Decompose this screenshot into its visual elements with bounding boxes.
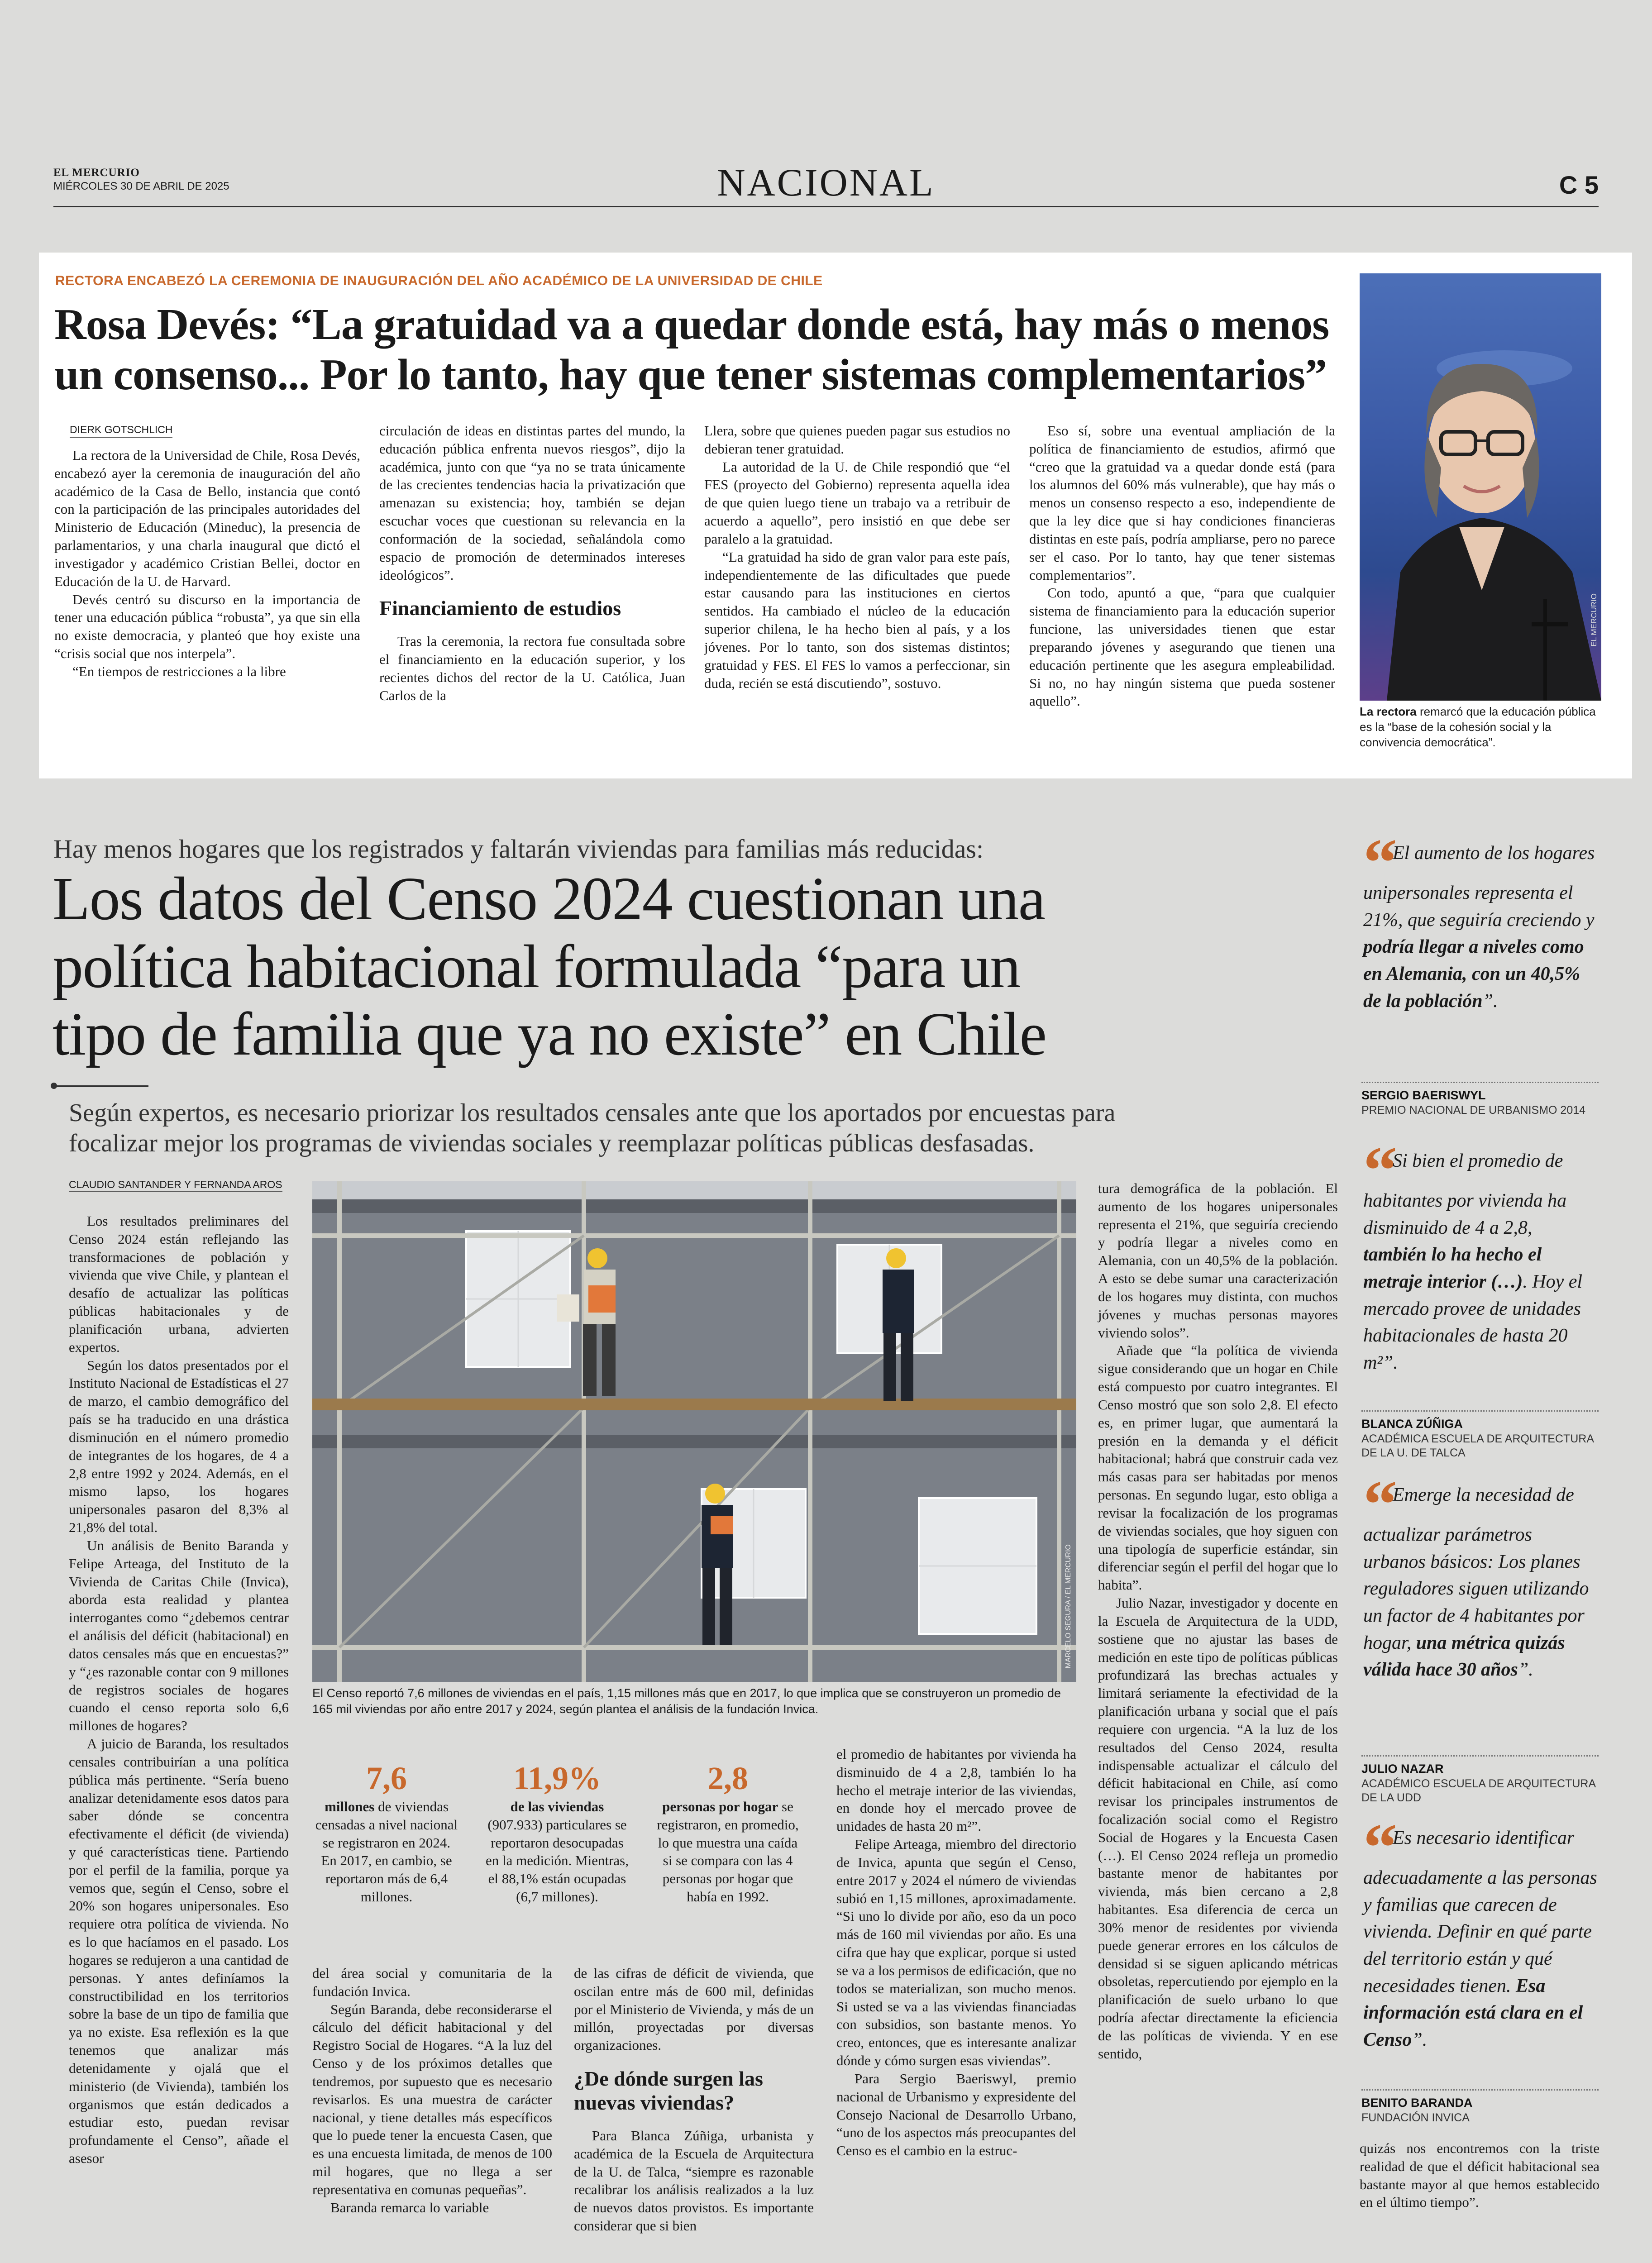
- stat-people-per-home: [655, 1759, 800, 1905]
- quote-role: ACADÉMICO ESCUELA DE ARQUITECTURA DE LA UDD: [1361, 1777, 1595, 1804]
- stat-label: de las viviendas: [510, 1799, 604, 1815]
- pull-quote-baeriswyl: [1363, 825, 1599, 1015]
- quote-end: . Hoy el mercado provee de unidades habitacionales de hasta 20 m²”.: [1363, 1271, 1583, 1373]
- quote-role: FUNDACIÓN INVICA: [1361, 2111, 1470, 2124]
- quote-name: SERGIO BAERISWYL: [1361, 1089, 1486, 1102]
- article1-column-2: [379, 422, 685, 705]
- quote-divider: [1361, 1410, 1599, 1412]
- photo-credit: EL MERCURIO: [1590, 593, 1598, 646]
- quote-divider: [1361, 1755, 1599, 1757]
- headline-bullet: [51, 1083, 57, 1089]
- photo-caption: El Censo reportó 7,6 millones de viviendas en el país, 1,15 millones más que en 2017, lo que implica que se construyeron un promedio de 165 mil viviendas por año entre 2017 y 2024, según plantea el análisis de la fundación Invica.: [312, 1686, 1061, 1716]
- quote-bold: también lo ha hecho el metraje interior (…): [1363, 1244, 1542, 1292]
- quote-end: ”.: [1412, 2029, 1428, 2050]
- paragraph: Para Blanca Zúñiga, urbanista y académica de la Escuela de Arquitectura de la U. de Talca, “siempre es razonable recalibrar los análisis realizados a la luz de nuevos datos provistos. Es importante considerar que si bien: [574, 2127, 814, 2234]
- quote-mark-icon: “: [1363, 1810, 1391, 1885]
- paragraph: Según Baranda, debe reconsiderarse el cálculo del déficit habitacional y del Registro Social de Hogares. “A la luz del Censo y de los próximos detalles que tendremos, por supuesto que es necesario revisarlos. Es una muestra de carácter nacional, y tiene detalles más específicos que lo puede tener la encuesta Casen, que es una encuesta limitada, de menos de 100 mil hogares, que no llega a ser representativa en comunas pequeñas”.: [312, 2001, 552, 2197]
- paragraph: de las cifras de déficit de vivienda, que oscilan entre más de 600 mil, definidas por el Ministerio de Vivienda, y más de un millón, proyectadas por diversas organizaciones.: [574, 1965, 814, 2053]
- paragraph: del área social y comunitaria de la fundación Invica.: [312, 1965, 552, 1999]
- stat-homes: [314, 1759, 459, 1905]
- paragraph: Con todo, apuntó a que, “para que cualquier sistema de financiamiento para la educación superior funcione, las universidades tienen que estar preparando jóvenes y asegurando que tienen una educación pertinente que les asegura empleabilidad. Si no, no hay ningún sistema que pueda sostener aquello”.: [1029, 585, 1335, 709]
- headline-line-1: Los datos del Censo 2024 cuestionan una: [53, 865, 1045, 933]
- quote-attribution: [1361, 1417, 1599, 1460]
- section-name: NACIONAL: [717, 161, 935, 204]
- paragraph: circulación de ideas en distintas partes del mundo, la educación pública enfrenta nuevos riesgos”, dijo la académica, junto con que “ya no se trata únicamente de las crecientes tendencias hacia la privatización que amenazan su existencia; hoy, también se dejan escuchar voces que cuestionan su relevancia en la conformación de la sociedad, señalándola como espacio de promoción de determinados intereses ideológicos”.: [379, 423, 685, 583]
- quote-name: BENITO BARANDA: [1361, 2096, 1473, 2110]
- paragraph: Baranda remarca lo variable: [330, 2199, 489, 2215]
- paragraph: A juicio de Baranda, los resultados censales contribuirían a una política pública más pertinente. “Sería bueno analizar detenidamente esos datos para saber dónde se concentra efectivamente el déficit (de vivienda) y qué características tiene. Partiendo por el perfil de la familia, porque ya vemos que, según el Censo, sobre el 20% son hogares unipersonales. Eso requiere otra política de vivienda. No es lo que hacíamos en el pasado. Los hogares se redujeron a una cantidad de personas. Y antes definíamos la constructibilidad en los territorios sobre la base de un tipo de familia que ya no existe. Esa reflexión es la que tenemos que analizar más detenidamente y ojalá que el ministerio (de Vivienda), también los organismos que están dedicados a estudiar esto, puedan revisar profundamente el Censo”, añade el asesor: [69, 1736, 289, 2167]
- article1-byline: DIERK GOTSCHLICH: [70, 424, 172, 438]
- article2-column-5: [1098, 1179, 1338, 2063]
- article2-column-6: [1360, 2139, 1599, 2211]
- subheading: Financiamiento de estudios: [379, 597, 621, 620]
- rector-portrait-photo: [1360, 273, 1601, 701]
- quote-text: Si bien el promedio de habitantes por vivienda ha disminuido de 4 a 2,8,: [1363, 1151, 1567, 1238]
- quote-text: Emerge la necesidad de actualizar parámetros urbanos básicos: Los planes reguladores siguen utilizando un factor de 4 habitantes por hogar,: [1363, 1485, 1589, 1653]
- stat-label: personas por hogar: [662, 1799, 778, 1815]
- paragraph: Un análisis de Benito Baranda y Felipe Arteaga, del Instituto de la Vivienda de Caritas Chile (Invica), aborda esta realidad y plantea interrogantes como “¿debemos centrar el análisis del déficit (habitacional) en datos censales más que en encuestas?” y “¿es razonable contar con 9 millones de registros sociales de hogares cuando el censo reporta solo 6,6 millones de hogares?: [69, 1537, 289, 1734]
- page-number: C 5: [1559, 171, 1599, 199]
- quote-role: PREMIO NACIONAL DE URBANISMO 2014: [1361, 1103, 1586, 1117]
- quote-end: ”.: [1518, 1659, 1533, 1681]
- construction-photo: [312, 1181, 1076, 1682]
- quote-name: BLANCA ZÚÑIGA: [1361, 1417, 1463, 1431]
- quote-text: Es necesario identificar adecuadamente a las personas y familias que carecen de vivienda. Definir en qué parte del territorio están y qué necesidades tienen.: [1363, 1828, 1597, 1996]
- stat-value: 7,6: [366, 1760, 407, 1796]
- deck-line-1: Según expertos, es necesario priorizar los resultados censales ante que los aportados por encuestas para: [69, 1099, 1116, 1127]
- stat-text: se registraron, en promedio, lo que muestra una caída si se compara con las 4 personas por hogar que había en 1992.: [657, 1799, 799, 1905]
- rector-article-box: [39, 253, 1632, 778]
- issue-date: MIÉRCOLES 30 DE ABRIL DE 2025: [53, 180, 229, 192]
- quote-mark-icon: “: [1363, 1133, 1391, 1208]
- paragraph: Felipe Arteaga, miembro del directorio de Invica, apunta que según el Censo, entre 2017 y 2024 el número de viviendas subió en 1,15 millones, aproximadamente. “Si uno lo divide por año, eso da un poco más de 160 mil viviendas por año. Es una cifra que hay que explicar, porque si usted se va a los permisos de edificación, que no todos se materializan, son mucho menos. Si usted se va a las viviendas financiadas con subsidios, son bastante menos. Yo creo, entonces, que es interesante analizar dónde y cómo surgen esas viviendas”.: [836, 1836, 1076, 2069]
- article2-column-3: [574, 1964, 814, 2235]
- quote-attribution: [1361, 2096, 1599, 2125]
- quote-attribution: [1361, 1088, 1599, 1117]
- article1-column-1: [54, 446, 360, 681]
- stat-empty-homes: [482, 1759, 632, 1905]
- article2-column-2: [312, 1964, 552, 2217]
- caption-bold: La rectora: [1360, 705, 1417, 718]
- stat-text: (907.933) particulares se reportaron desocupadas en la medición. Mientras, el 88,1% están ocupadas (6,7 millones).: [486, 1817, 629, 1905]
- quote-text: El aumento de los hogares unipersonales representa el 21%, que seguiría creciendo y: [1363, 843, 1595, 931]
- headline-line-1: Rosa Devés: “La gratuidad va a quedar donde está, hay más o menos: [54, 300, 1329, 349]
- article2-byline: CLAUDIO SANTANDER Y FERNANDA AROS: [69, 1179, 282, 1192]
- deck-line-2: focalizar mejor los programas de viviendas sociales y reemplazar políticas públicas desfasadas.: [69, 1129, 1035, 1158]
- headline-line-2: un consenso... Por lo tanto, hay que tener sistemas complementarios”: [54, 350, 1327, 399]
- quote-mark-icon: “: [1363, 825, 1391, 900]
- paragraph: Tras la ceremonia, la rectora fue consultada sobre el financiamiento en la educación superior, y los recientes dichos del rector de la U. Católica, Juan Carlos de la: [379, 633, 685, 703]
- paragraph: Para Sergio Baeriswyl, premio nacional de Urbanismo y expresidente del Consejo Nacional de Desarrollo Urbano, “uno de los aspectos más preocupantes del Censo es el cambio en la estruc-: [836, 2070, 1076, 2159]
- subheading: ¿De dónde surgen las nuevas viviendas?: [574, 2067, 763, 2115]
- stat-value: 11,9%: [513, 1760, 602, 1796]
- quote-divider: [1361, 2089, 1599, 2091]
- article1-headline: [54, 300, 1367, 400]
- pull-quote-nazar: [1363, 1467, 1599, 1684]
- pull-quote-baranda: [1363, 1810, 1599, 2053]
- article2-deck: [69, 1098, 1336, 1159]
- paragraph: quizás nos encontremos con la triste realidad de que el déficit habitacional sea bastante mayor al que hemos establecido en el último tiempo”.: [1360, 2140, 1599, 2210]
- masthead: [53, 161, 1599, 207]
- quote-mark-icon: “: [1363, 1467, 1391, 1542]
- paragraph: tura demográfica de la población. El aumento de los hogares unipersonales representa el 21%, que seguiría creciendo y podría llegar a niveles como en Alemania, con un 40,5% de la población. A esto se debe sumar una caracterización de los hogares muy distinta, con muchos jóvenes y muchas personas mayores viviendo solos”.: [1098, 1180, 1338, 1341]
- quote-attribution: [1361, 1762, 1599, 1805]
- newspaper-name: EL MERCURIO: [53, 167, 140, 179]
- article2-headline: [53, 865, 1320, 1069]
- paragraph: Julio Nazar, investigador y docente en la Escuela de Arquitectura de la UDD, sostiene que no ajustar las bases de medición en este tipo de políticas públicas profundizará las brechas actuales y limitará seriamente la efectividad de la planificación urbana y social que el país requiere con urgencia. “A la luz de los resultados del Censo 2024, resulta indispensable actualizar el cálculo del déficit habitacional en Chile, así como revisar los principales instrumentos de focalización social como el Registro Social de Hogares y la Encuesta Casen (…). El Censo 2024 refleja un promedio bastante menor de habitantes por vivienda, más bien cercano a 2,8 habitantes. Esa diferencia de cerca un 30% menor de residentes por vivienda puede generar errores en los cálculos de densidad si se siguen aplicando métricas obsoletas, repercutiendo por ejemplo en la planificación de suelo urbano lo que podría afectar directamente la eficiencia de las políticas de vivienda. Y en ese sentido,: [1098, 1595, 1338, 2062]
- paragraph: Eso sí, sobre una eventual ampliación de la política de financiamiento de estudios, afirmó que “creo que la gratuidad va a quedar donde está (para los alumnos del 60% más vulnerable), que hay más o menos un consenso respecto a eso, independiente de que la ley dice que si hay condiciones financieras distintas en este país, podría ampliarse, pero no parece ser el caso. Por lo tanto, hay que tener sistemas complementarios”.: [1029, 423, 1335, 583]
- quote-name: JULIO NAZAR: [1361, 1762, 1444, 1776]
- article1-kicker: RECTORA ENCABEZÓ LA CEREMONIA DE INAUGURACIÓN DEL AÑO ACADÉMICO DE LA UNIVERSIDAD DE CHILE: [55, 273, 823, 288]
- paragraph: Según los datos presentados por el Instituto Nacional de Estadísticas el 27 de marzo, el cambio demográfico del país se ha traducido en una drástica disminución en el número promedio de integrantes de los hogares, de 4 a 2,8 entre 1992 y 2024. Además, en el mismo lapso, los hogares unipersonales pasaron del 8,3% al 21,8% del total.: [69, 1357, 289, 1536]
- quote-bold: una métrica quizás válida hace 30 años: [1363, 1632, 1565, 1681]
- paragraph: el promedio de habitantes por vivienda ha disminuido de 4 a 2,8, también lo ha hecho el metraje interior de las viviendas, en donde hoy el mercado provee de unidades de hasta 20 m²”.: [836, 1746, 1076, 1834]
- construction-scene: [312, 1181, 1076, 1682]
- caption-text: remarcó que la educación pública es la “base de la cohesión social y la convivencia democrática”.: [1360, 705, 1596, 749]
- pull-quote-zuniga: [1363, 1133, 1599, 1376]
- headline-underline: [53, 1085, 148, 1087]
- paragraph: La autoridad de la U. de Chile respondió que “el FES (proyecto del Gobierno) representa aquella idea de que quien luego tiene un trabajo va a retribuir de acuerdo a aquello”, pero insistió en que debe ser paralelo a la gratuidad.: [704, 458, 1010, 547]
- quote-role: ACADÉMICA ESCUELA DE ARQUITECTURA DE LA U. DE TALCA: [1361, 1432, 1594, 1459]
- article2-kicker: Hay menos hogares que los registrados y faltarán viviendas para familias más reducidas:: [53, 834, 984, 864]
- article2-column-1: [69, 1212, 289, 2168]
- article2-column-4: [836, 1745, 1076, 2160]
- quote-bold: Esa información está clara en el Censo: [1363, 1975, 1583, 2050]
- stat-label: millones: [325, 1799, 375, 1815]
- paragraph: “La gratuidad ha sido de gran valor para este país, independientemente de las dificultades que puede estar causando para las instituciones en ciertos sentidos. Ha cambiado el núcleo de la educación superior chilena, le ha hecho bien al país, y a los jóvenes. Por lo tanto, son dos sistemas distintos; gratuidad y FES. El FES lo vamos a perfeccionar, sin duda, recién se está discutiendo”, sostuvo.: [704, 549, 1010, 691]
- paragraph: Los resultados preliminares del Censo 2024 están reflejando las transformaciones de población y vivienda que vive Chile, y plantean el desafío de actualizar las políticas públicas habitacionales y de planificación urbana, advierten expertos.: [69, 1213, 289, 1355]
- photo-credit: MARCELO SEGURA / EL MERCURIO: [1065, 1544, 1072, 1668]
- quote-divider: [1361, 1082, 1599, 1083]
- paragraph: Llera, sobre que quienes pueden pagar sus estudios no debieran tener gratuidad.: [704, 423, 1010, 457]
- paragraph: La rectora de la Universidad de Chile, Rosa Devés, encabezó ayer la ceremonia de inauguración del año académico de la Casa de Bello, instancia que contó con la participación de las principales autoridades del Ministerio de Educación (Mineduc), la presencia de parlamentarios, y una charla inaugural que dictó el investigador y académico Cristian Bellei, doctor en Educación de la U. de Harvard.: [54, 447, 360, 589]
- paragraph: “En tiempos de restricciones a la libre: [72, 663, 286, 679]
- headline-line-3: tipo de familia que ya no existe” en Chile: [53, 1000, 1046, 1069]
- photo-caption: [1360, 704, 1601, 750]
- stat-value: 2,8: [707, 1760, 748, 1796]
- article1-column-3: [704, 422, 1010, 692]
- paragraph: Devés centró su discurso en la importancia de tener una educación pública “robusta”, ya que sin ella no existe democracia, y planteó que hoy existe una “crisis social que nos interpela”.: [54, 591, 360, 662]
- paragraph: Añade que “la política de vivienda sigue considerando que un hogar en Chile está compuesto por cuatro integrantes. El Censo mostró que son solo 2,8. El efecto es, en primer lugar, que aumentará la presión en la demanda y el déficit habitacional; habrá que construir cada vez más casas para ser habitadas por menos personas. En segundo lugar, esto obliga a revisar la focalización de los programas de viviendas sociales, que hoy siguen con una tipología de superficie estándar, sin diferenciar según el perfil del hogar que lo habita”.: [1098, 1342, 1338, 1593]
- quote-bold: podría llegar a niveles como en Alemania, con un 40,5% de la población: [1363, 936, 1584, 1012]
- quote-end: ”.: [1482, 990, 1498, 1012]
- headline-line-2: política habitacional formulada “para un: [53, 932, 1020, 1001]
- stat-text: de viviendas censadas a nivel nacional se registraron en 2024. En 2017, en cambio, se reportaron más de 6,4 millones.: [315, 1799, 458, 1905]
- article1-column-4: [1029, 422, 1335, 710]
- portrait-figure: [1360, 273, 1601, 701]
